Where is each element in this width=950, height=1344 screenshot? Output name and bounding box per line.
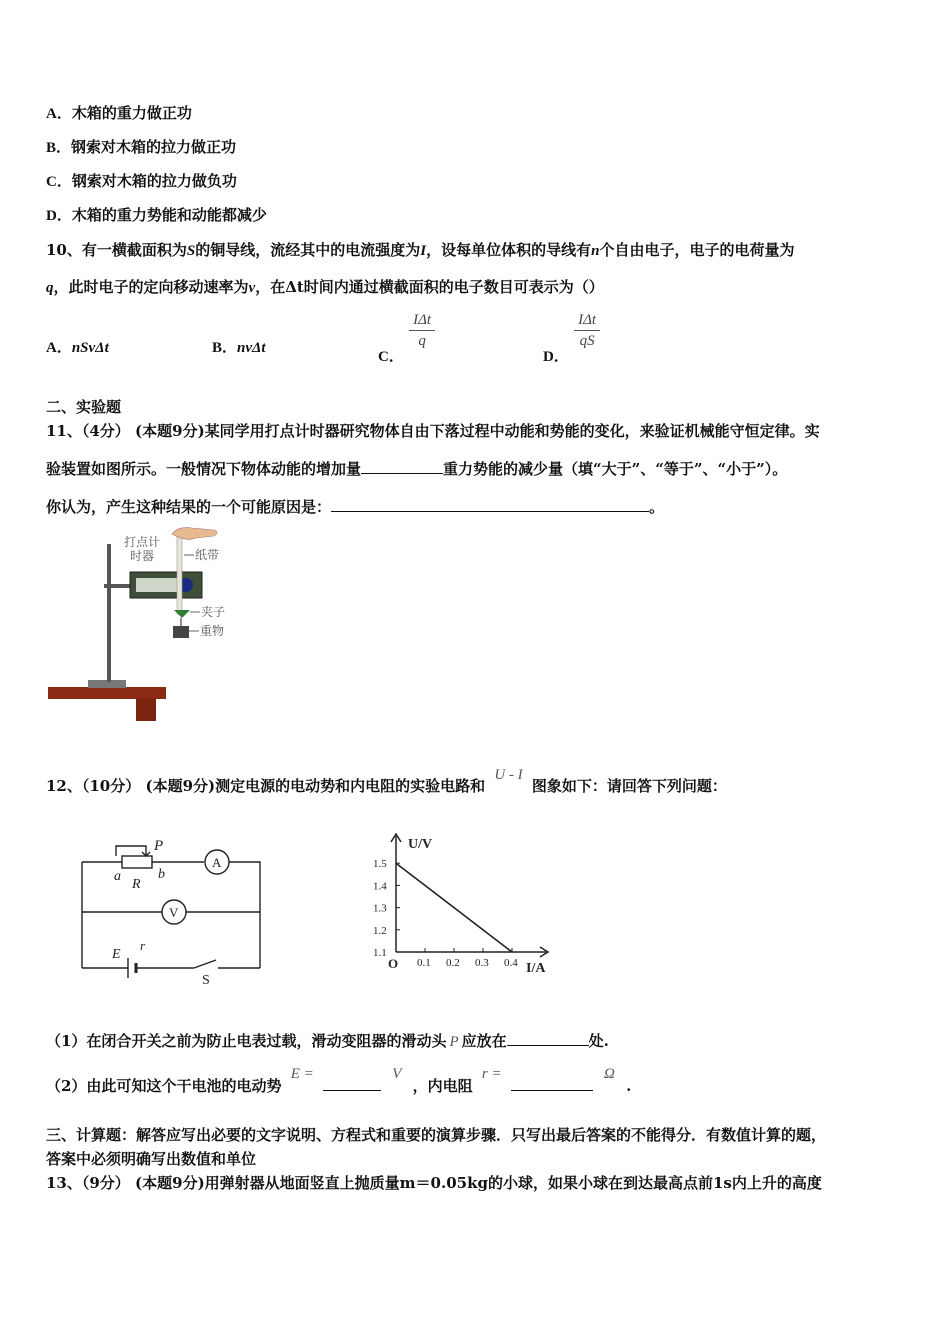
- y-tick-label: 1.4: [373, 880, 387, 893]
- label-V: V: [169, 905, 179, 920]
- fraction-c: $\frac{\text{IΔt}}{q}$: [409, 310, 435, 351]
- x-tick-label: 0.3: [475, 957, 489, 969]
- table-leg: [136, 699, 156, 721]
- label-P: P: [154, 838, 164, 854]
- label-E: E: [112, 947, 121, 962]
- clip-label: 夹子: [201, 605, 226, 619]
- answer-blank[interactable]: [323, 1076, 381, 1091]
- q10-option-a: A．nSvΔt: [46, 340, 109, 356]
- label-r: r: [140, 938, 146, 953]
- y-tick-label: 1.5: [373, 858, 387, 871]
- clip-icon: [174, 610, 190, 618]
- answer-blank[interactable]: [507, 1031, 589, 1046]
- q10-line1: 10、有一横截面积为S的铜导线，流经其中的电流强度为I，设每单位体积的导线有n个自由电子，电子的电荷量为: [46, 241, 795, 259]
- section-3-line1: 三、计算题：解答应写出必要的文字说明、方程式和重要的演算步骤．只写出最后答案的不能得分．有数值计算的题，: [46, 1126, 827, 1144]
- timer-window: [136, 578, 182, 592]
- q10-option-d: D． $\frac{\text{IΔt}}{qS}$: [543, 310, 600, 351]
- x-axis-label: I/A: [526, 961, 546, 976]
- switch: [194, 960, 216, 968]
- label-A: A: [212, 855, 222, 870]
- section-2-title: 二、实验题: [46, 398, 122, 416]
- q12-sub1: （1）在闭合开关之前为防止电表过载，滑动变阻器的滑动头 P 应放在 处.: [46, 1032, 609, 1050]
- q11-line2: 验装置如图所示。一般情况下物体动能的增加量 重力势能的减少量（填“大于”、“等于”、“小于”）。: [46, 460, 788, 478]
- label-a: a: [114, 869, 121, 884]
- y-tick-label: 1.1: [373, 947, 387, 959]
- tape-label: 纸带: [195, 548, 220, 562]
- table-top: [48, 687, 166, 699]
- q12-line1: 12、（10分） (本题9分)测定电源的电动势和内电阻的实验电路和 U - I 图象如下：请回答下列问题：: [46, 767, 727, 795]
- y-axis-label: U/V: [408, 837, 433, 852]
- label-R: R: [132, 877, 141, 892]
- timer-label-1: 打点计: [124, 535, 161, 549]
- x-tick-label: 0.1: [417, 957, 431, 969]
- x-tick-label: 0.4: [504, 957, 518, 969]
- q9-option-d: D．木箱的重力势能和动能都减少: [46, 206, 267, 224]
- y-tick-label: 1.3: [373, 902, 387, 915]
- answer-blank[interactable]: [361, 459, 443, 474]
- weight-label: 重物: [200, 624, 225, 638]
- q12-sub2: （2）由此可知这个干电池的电动势 E = V ，内电阻 r = Ω .: [46, 1066, 632, 1095]
- label-S: S: [202, 973, 210, 988]
- q10-option-b: B．nvΔt: [212, 340, 266, 356]
- u-i-series-line: [396, 863, 512, 952]
- experiment-apparatus-figure: [44, 522, 234, 724]
- timer-label-2: 时器: [130, 549, 155, 563]
- u-i-graph: [368, 828, 558, 988]
- rheostat: [122, 856, 152, 868]
- label-b: b: [158, 867, 165, 882]
- answer-blank[interactable]: [511, 1076, 593, 1091]
- section-3-line2: 答案中必须明确写出数值和单位: [46, 1150, 257, 1168]
- q9-option-a: A．木箱的重力做正功: [46, 104, 192, 122]
- circuit-diagram: [76, 832, 276, 992]
- q11-line3: 你认为，产生这种结果的一个可能原因是： 。: [46, 498, 665, 516]
- y-tick-label: 1.2: [373, 924, 387, 937]
- q9-option-b: B．钢索对木箱的拉力做正功: [46, 138, 237, 156]
- stand-rod: [107, 544, 111, 682]
- answer-blank[interactable]: [331, 497, 649, 512]
- origin-label: O: [388, 956, 399, 971]
- q13-line1: 13、（9分） (本题9分)用弹射器从地面竖直上抛质量m＝0.05kg的小球，如果小球在到达最高点前1s内上升的高度: [46, 1174, 822, 1192]
- fraction-d: $\frac{\text{IΔt}}{qS}$: [574, 310, 600, 351]
- paper-tape: [177, 536, 182, 614]
- q10-option-c: C． $\frac{\text{IΔt}}{q}$: [378, 310, 435, 351]
- weight-block: [173, 626, 189, 638]
- q10-line2: q，此时电子的定向移动速率为v，在Δt时间内通过横截面积的电子数目可表示为（）: [46, 278, 604, 296]
- q9-option-c: C．钢索对木箱的拉力做负功: [46, 172, 237, 190]
- q11-line1: 11、（4分） (本题9分)某同学用打点计时器研究物体自由下落过程中动能和势能的变化，来验证机械能守恒定律。实: [46, 422, 820, 440]
- x-tick-label: 0.2: [446, 957, 460, 969]
